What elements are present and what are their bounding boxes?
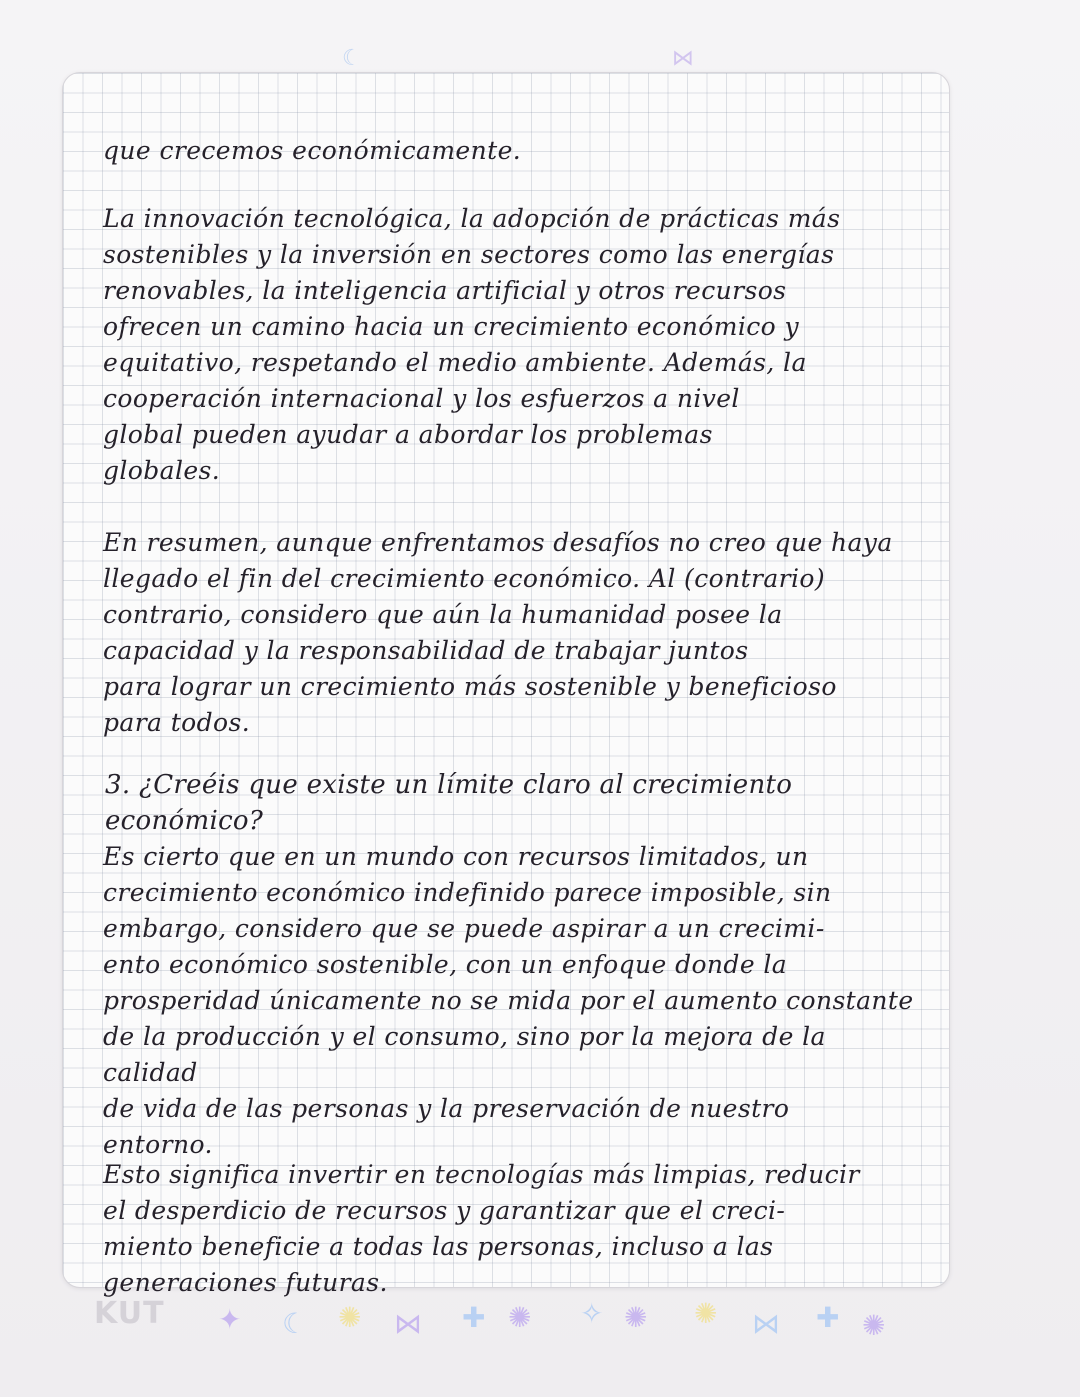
- cross-icon: ✚: [816, 1301, 840, 1334]
- sun-icon: ✺: [694, 1297, 718, 1330]
- question-heading: 3. ¿Creéis que existe un límite claro al crecimiento económico?: [105, 770, 793, 836]
- paragraph-innovation: La innovación tecnológica, la adopción de prácticas más sostenibles y la inversión en sectores como las energías renovables, la inteligencia artificial y otros recursos ofrecen un camino hacia un crecimiento económico y equitativo, respetando el medio ambiente. Además, la cooperación internacional y los esfuerzos a nivel global pueden ayudar a abordar los problemas globales.: [103, 204, 841, 485]
- sparkle-icon: ✦: [218, 1303, 242, 1336]
- moon-icon: ☾: [282, 1307, 308, 1340]
- moon-icon: ☾: [342, 46, 362, 71]
- paragraph-limits: Es cierto que en un mundo con recursos limitados, un crecimiento económico indefinido parece imposible, sin embargo, considero que se puede aspirar a un crecimi- ento económico sostenible, con un enfoque donde la prosperidad únicamente no se mida por el aumento constante de la producción y el consumo, sino por la mejora de la calidad de vida de las personas y la preservación de nuestro entorno.: [103, 842, 914, 1159]
- cross-icon: ✚: [462, 1301, 486, 1334]
- watermark-logo: KUT: [94, 1296, 165, 1331]
- sun-icon: ✺: [338, 1301, 362, 1334]
- decoration-row: [0, 1292, 1080, 1352]
- paragraph-intro-ending: que crecemos económicamente.: [103, 136, 522, 165]
- sun-icon: ✺: [508, 1301, 532, 1334]
- sun-icon: ✺: [862, 1309, 886, 1342]
- notebook-page: [62, 72, 950, 1297]
- paragraph-conclusion: Esto significa invertir en tecnologías más limpias, reducir el desperdicio de recursos y garantizar que el creci- miento beneficie a todas las personas, incluso a las generaciones futuras.: [103, 1160, 860, 1297]
- bow-icon: ⋈: [672, 46, 694, 71]
- bow-icon: ⋈: [394, 1307, 422, 1340]
- paragraph-summary: En resumen, aunque enfrentamos desafíos no creo que haya llegado el fin del crecimiento económico. Al (contrario) contrario, considero que aún la humanidad posee la capacidad y la responsabilidad de trabajar juntos para lograr un crecimiento más sostenible y beneficioso para todos.: [103, 528, 893, 737]
- star-icon: ✧: [580, 1297, 604, 1330]
- bow-icon: ⋈: [752, 1307, 780, 1340]
- sun-icon: ✺: [624, 1301, 648, 1334]
